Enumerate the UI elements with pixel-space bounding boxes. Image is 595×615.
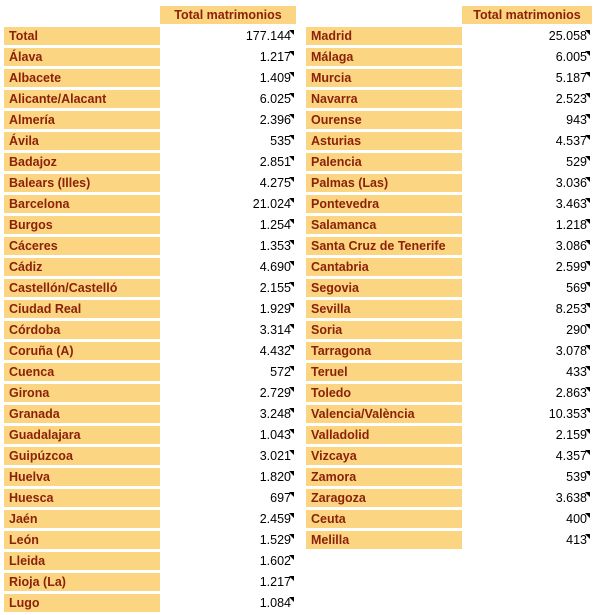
marriage-count: 2.863	[555, 386, 587, 400]
right-table-row	[306, 342, 592, 360]
region-name: Granada	[4, 405, 160, 423]
cell-note-triangle-icon[interactable]	[289, 387, 294, 392]
marriage-count-cell	[462, 153, 592, 171]
marriage-count-cell	[462, 90, 592, 108]
marriage-count-cell	[462, 258, 592, 276]
region-name: Cádiz	[4, 258, 160, 276]
marriage-count-cell	[160, 111, 296, 129]
left-table-row	[4, 258, 296, 276]
right-table-row	[306, 237, 592, 255]
left-table-row	[4, 195, 296, 213]
cell-note-triangle-icon[interactable]	[585, 324, 590, 329]
right-table-row	[306, 405, 592, 423]
marriage-count-cell	[160, 552, 296, 570]
left-table-row	[4, 321, 296, 339]
marriage-count: 3.463	[555, 197, 587, 211]
region-name: Albacete	[4, 69, 160, 87]
cell-note-triangle-icon[interactable]	[289, 303, 294, 308]
marriage-count-cell	[462, 48, 592, 66]
cell-note-triangle-icon[interactable]	[585, 114, 590, 119]
right-table-row	[306, 279, 592, 297]
right-table	[306, 3, 592, 552]
left-table-body	[4, 27, 296, 612]
region-name: Huesca	[4, 489, 160, 507]
region-name: Cáceres	[4, 237, 160, 255]
cell-note-triangle-icon[interactable]	[289, 135, 294, 140]
left-table-row	[4, 489, 296, 507]
region-name: Toledo	[306, 384, 462, 402]
right-table-row	[306, 153, 592, 171]
marriage-count-cell	[160, 573, 296, 591]
cell-note-triangle-icon[interactable]	[585, 366, 590, 371]
region-name: Ciudad Real	[4, 300, 160, 318]
cell-note-triangle-icon[interactable]	[585, 345, 590, 350]
marriage-count: 6.005	[555, 50, 587, 64]
cell-note-triangle-icon[interactable]	[289, 471, 294, 476]
region-name: Ourense	[306, 111, 462, 129]
left-table-header-row	[4, 6, 296, 24]
cell-note-triangle-icon[interactable]	[289, 492, 294, 497]
region-name: Zaragoza	[306, 489, 462, 507]
marriage-count-cell	[160, 153, 296, 171]
marriage-count: 4.275	[259, 176, 291, 190]
region-name: Guipúzcoa	[4, 447, 160, 465]
region-name: Málaga	[306, 48, 462, 66]
cell-note-triangle-icon[interactable]	[585, 387, 590, 392]
left-table-row	[4, 111, 296, 129]
left-table-row	[4, 510, 296, 528]
region-name: Murcia	[306, 69, 462, 87]
region-name: Lleida	[4, 552, 160, 570]
cell-note-triangle-icon[interactable]	[585, 534, 590, 539]
marriage-count-cell	[462, 300, 592, 318]
marriage-count-cell	[462, 489, 592, 507]
marriage-count: 400	[566, 512, 587, 526]
marriage-count: 1.409	[259, 71, 291, 85]
cell-note-triangle-icon[interactable]	[289, 450, 294, 455]
right-table-header-row	[306, 6, 592, 24]
region-name: Barcelona	[4, 195, 160, 213]
marriage-count-cell	[160, 279, 296, 297]
left-table	[4, 3, 296, 615]
cell-note-triangle-icon[interactable]	[289, 114, 294, 119]
right-table-column-header: Total matrimonios	[462, 6, 592, 24]
right-table-row	[306, 300, 592, 318]
marriage-count-cell	[160, 342, 296, 360]
marriage-count: 21.024	[252, 197, 291, 211]
right-table-row	[306, 510, 592, 528]
marriage-count-cell	[462, 132, 592, 150]
marriage-count-cell	[160, 216, 296, 234]
marriage-count-cell	[462, 363, 592, 381]
region-name: Madrid	[306, 27, 462, 45]
cell-note-triangle-icon[interactable]	[289, 324, 294, 329]
cell-note-triangle-icon[interactable]	[585, 177, 590, 182]
right-table-row	[306, 195, 592, 213]
right-table-row	[306, 258, 592, 276]
region-name: Girona	[4, 384, 160, 402]
cell-note-triangle-icon[interactable]	[289, 345, 294, 350]
right-table-row	[306, 216, 592, 234]
marriage-count-cell	[160, 489, 296, 507]
cell-note-triangle-icon[interactable]	[585, 156, 590, 161]
left-table-row	[4, 237, 296, 255]
region-name: Asturias	[306, 132, 462, 150]
region-name: Pontevedra	[306, 195, 462, 213]
marriage-count: 8.253	[555, 302, 587, 316]
region-name: Zamora	[306, 468, 462, 486]
marriage-count-cell	[462, 111, 592, 129]
marriage-count: 3.638	[555, 491, 587, 505]
right-table-row	[306, 69, 592, 87]
region-name: Rioja (La)	[4, 573, 160, 591]
region-name: Ávila	[4, 132, 160, 150]
cell-note-triangle-icon[interactable]	[289, 408, 294, 413]
right-table-row	[306, 174, 592, 192]
cell-note-triangle-icon[interactable]	[289, 261, 294, 266]
left-table-row	[4, 363, 296, 381]
region-name: Navarra	[306, 90, 462, 108]
cell-note-triangle-icon[interactable]	[289, 156, 294, 161]
marriage-count: 4.432	[259, 344, 291, 358]
marriage-count: 1.602	[259, 554, 291, 568]
marriage-count: 3.021	[259, 449, 291, 463]
region-name: Total	[4, 27, 160, 45]
marriage-count: 10.353	[548, 407, 587, 421]
right-table-row	[306, 447, 592, 465]
cell-note-triangle-icon[interactable]	[289, 51, 294, 56]
right-table-row	[306, 489, 592, 507]
cell-note-triangle-icon[interactable]	[585, 240, 590, 245]
marriage-count-cell	[160, 594, 296, 612]
left-table-row	[4, 426, 296, 444]
left-table-row	[4, 447, 296, 465]
marriage-count-cell	[160, 258, 296, 276]
region-name: Balears (Illes)	[4, 174, 160, 192]
marriage-count: 290	[566, 323, 587, 337]
right-table-corner	[306, 6, 462, 24]
region-name: Segovia	[306, 279, 462, 297]
marriage-count-cell	[160, 531, 296, 549]
region-name: Alicante/Alacant	[4, 90, 160, 108]
marriage-count-cell	[160, 69, 296, 87]
marriage-count-cell	[160, 321, 296, 339]
right-table-row	[306, 468, 592, 486]
right-table-row	[306, 27, 592, 45]
right-table-row	[306, 111, 592, 129]
right-table-row	[306, 426, 592, 444]
left-table-row	[4, 300, 296, 318]
cell-note-triangle-icon[interactable]	[585, 72, 590, 77]
cell-note-triangle-icon[interactable]	[289, 30, 294, 35]
region-name: León	[4, 531, 160, 549]
cell-note-triangle-icon[interactable]	[585, 30, 590, 35]
region-name: Almería	[4, 111, 160, 129]
marriage-count-cell	[160, 174, 296, 192]
marriage-count: 2.729	[259, 386, 291, 400]
cell-note-triangle-icon[interactable]	[585, 492, 590, 497]
left-table-row	[4, 90, 296, 108]
region-name: Ceuta	[306, 510, 462, 528]
marriage-count: 2.599	[555, 260, 587, 274]
cell-note-triangle-icon[interactable]	[289, 93, 294, 98]
right-table-row	[306, 384, 592, 402]
cell-note-triangle-icon[interactable]	[585, 93, 590, 98]
region-name: Cantabria	[306, 258, 462, 276]
marriage-count: 943	[566, 113, 587, 127]
left-table-row	[4, 216, 296, 234]
region-name: Teruel	[306, 363, 462, 381]
left-table-row	[4, 468, 296, 486]
region-name: Cuenca	[4, 363, 160, 381]
region-name: Coruña (A)	[4, 342, 160, 360]
cell-note-triangle-icon[interactable]	[585, 471, 590, 476]
marriage-count-cell	[462, 426, 592, 444]
right-table-row	[306, 531, 592, 549]
marriage-count-cell	[462, 384, 592, 402]
region-name: Valencia/València	[306, 405, 462, 423]
cell-note-triangle-icon[interactable]	[585, 450, 590, 455]
region-name: Soria	[306, 321, 462, 339]
marriage-count-cell	[160, 237, 296, 255]
marriage-count: 569	[566, 281, 587, 295]
marriage-count: 697	[270, 491, 291, 505]
cell-note-triangle-icon[interactable]	[289, 513, 294, 518]
marriage-count-cell	[462, 321, 592, 339]
marriage-count: 1.218	[555, 218, 587, 232]
cell-note-triangle-icon[interactable]	[289, 72, 294, 77]
marriage-count-cell	[462, 216, 592, 234]
marriage-count: 3.086	[555, 239, 587, 253]
marriage-count-cell	[160, 363, 296, 381]
marriage-count-cell	[462, 237, 592, 255]
right-table-row	[306, 132, 592, 150]
marriage-count: 3.078	[555, 344, 587, 358]
right-table-row	[306, 90, 592, 108]
region-name: Santa Cruz de Tenerife	[306, 237, 462, 255]
marriage-count-cell	[462, 447, 592, 465]
cell-note-triangle-icon[interactable]	[289, 240, 294, 245]
region-name: Salamanca	[306, 216, 462, 234]
cell-note-triangle-icon[interactable]	[289, 576, 294, 581]
left-table-row	[4, 594, 296, 612]
cell-note-triangle-icon[interactable]	[289, 429, 294, 434]
marriage-count-cell	[160, 90, 296, 108]
cell-note-triangle-icon[interactable]	[289, 597, 294, 602]
marriage-count: 1.529	[259, 533, 291, 547]
marriage-count-cell	[160, 132, 296, 150]
marriage-count: 5.187	[555, 71, 587, 85]
marriage-count-cell	[160, 300, 296, 318]
marriage-count-cell	[160, 426, 296, 444]
right-table-row	[306, 48, 592, 66]
marriage-count-cell	[160, 405, 296, 423]
left-table-column-header: Total matrimonios	[160, 6, 296, 24]
marriage-count: 3.314	[259, 323, 291, 337]
marriage-count: 2.155	[259, 281, 291, 295]
marriage-count-cell	[462, 531, 592, 549]
marriage-count-cell	[462, 279, 592, 297]
cell-note-triangle-icon[interactable]	[289, 198, 294, 203]
marriage-count-cell	[160, 510, 296, 528]
marriage-count: 1.353	[259, 239, 291, 253]
left-table-row	[4, 132, 296, 150]
cell-note-triangle-icon[interactable]	[585, 51, 590, 56]
cell-note-triangle-icon[interactable]	[289, 177, 294, 182]
region-name: Sevilla	[306, 300, 462, 318]
marriage-count: 535	[270, 134, 291, 148]
marriage-count: 6.025	[259, 92, 291, 106]
marriage-count-cell	[160, 27, 296, 45]
marriage-count: 4.690	[259, 260, 291, 274]
marriage-count-cell	[462, 342, 592, 360]
left-table-row	[4, 153, 296, 171]
left-table-row	[4, 342, 296, 360]
cell-note-triangle-icon[interactable]	[585, 282, 590, 287]
marriage-count: 2.851	[259, 155, 291, 169]
marriage-count-cell	[462, 510, 592, 528]
marriage-count-cell	[462, 405, 592, 423]
region-name: Palencia	[306, 153, 462, 171]
left-table-row	[4, 69, 296, 87]
region-name: Lugo	[4, 594, 160, 612]
left-table-row	[4, 384, 296, 402]
cell-note-triangle-icon[interactable]	[585, 261, 590, 266]
left-table-row	[4, 48, 296, 66]
right-table-body	[306, 27, 592, 549]
marriage-count: 1.217	[259, 50, 291, 64]
marriage-count-cell	[462, 27, 592, 45]
marriage-count: 1.217	[259, 575, 291, 589]
marriage-count-cell	[160, 48, 296, 66]
marriage-count-cell	[160, 384, 296, 402]
marriage-count: 539	[566, 470, 587, 484]
marriage-count: 413	[566, 533, 587, 547]
marriage-count-cell	[462, 174, 592, 192]
cell-note-triangle-icon[interactable]	[289, 282, 294, 287]
region-name: Burgos	[4, 216, 160, 234]
cell-note-triangle-icon[interactable]	[585, 198, 590, 203]
cell-note-triangle-icon[interactable]	[289, 366, 294, 371]
region-name: Badajoz	[4, 153, 160, 171]
cell-note-triangle-icon[interactable]	[585, 513, 590, 518]
cell-note-triangle-icon[interactable]	[289, 534, 294, 539]
marriage-count: 2.159	[555, 428, 587, 442]
region-name: Valladolid	[306, 426, 462, 444]
left-table-row	[4, 174, 296, 192]
marriage-count: 433	[566, 365, 587, 379]
region-name: Palmas (Las)	[306, 174, 462, 192]
marriage-count: 1.254	[259, 218, 291, 232]
region-name: Guadalajara	[4, 426, 160, 444]
left-table-row	[4, 552, 296, 570]
right-table-row	[306, 321, 592, 339]
marriage-count: 4.537	[555, 134, 587, 148]
marriage-count: 177.144	[245, 29, 291, 43]
marriage-count: 1.043	[259, 428, 291, 442]
region-name: Castellón/Castelló	[4, 279, 160, 297]
marriage-count: 25.058	[548, 29, 587, 43]
marriage-count: 1.084	[259, 596, 291, 610]
cell-note-triangle-icon[interactable]	[585, 303, 590, 308]
marriage-count: 2.523	[555, 92, 587, 106]
cell-note-triangle-icon[interactable]	[585, 408, 590, 413]
cell-note-triangle-icon[interactable]	[585, 429, 590, 434]
marriage-count-cell	[462, 69, 592, 87]
cell-note-triangle-icon[interactable]	[289, 555, 294, 560]
cell-note-triangle-icon[interactable]	[585, 135, 590, 140]
region-name: Córdoba	[4, 321, 160, 339]
marriage-count-cell	[160, 468, 296, 486]
marriage-count-cell	[160, 447, 296, 465]
region-name: Melilla	[306, 531, 462, 549]
left-table-row	[4, 279, 296, 297]
left-table-row	[4, 531, 296, 549]
marriage-count-cell	[462, 468, 592, 486]
marriage-count: 529	[566, 155, 587, 169]
left-table-row	[4, 27, 296, 45]
right-table-row	[306, 363, 592, 381]
marriage-count: 3.248	[259, 407, 291, 421]
marriage-count: 2.396	[259, 113, 291, 127]
cell-note-triangle-icon[interactable]	[585, 219, 590, 224]
region-name: Vizcaya	[306, 447, 462, 465]
region-name: Tarragona	[306, 342, 462, 360]
marriage-count-cell	[462, 195, 592, 213]
region-name: Jaén	[4, 510, 160, 528]
cell-note-triangle-icon[interactable]	[289, 219, 294, 224]
marriage-count: 4.357	[555, 449, 587, 463]
marriage-count: 1.929	[259, 302, 291, 316]
marriage-count: 572	[270, 365, 291, 379]
marriage-count: 2.459	[259, 512, 291, 526]
left-table-corner	[4, 6, 160, 24]
region-name: Huelva	[4, 468, 160, 486]
left-table-row	[4, 405, 296, 423]
marriage-count-cell	[160, 195, 296, 213]
left-table-row	[4, 573, 296, 591]
marriage-count: 3.036	[555, 176, 587, 190]
region-name: Álava	[4, 48, 160, 66]
marriage-count: 1.820	[259, 470, 291, 484]
